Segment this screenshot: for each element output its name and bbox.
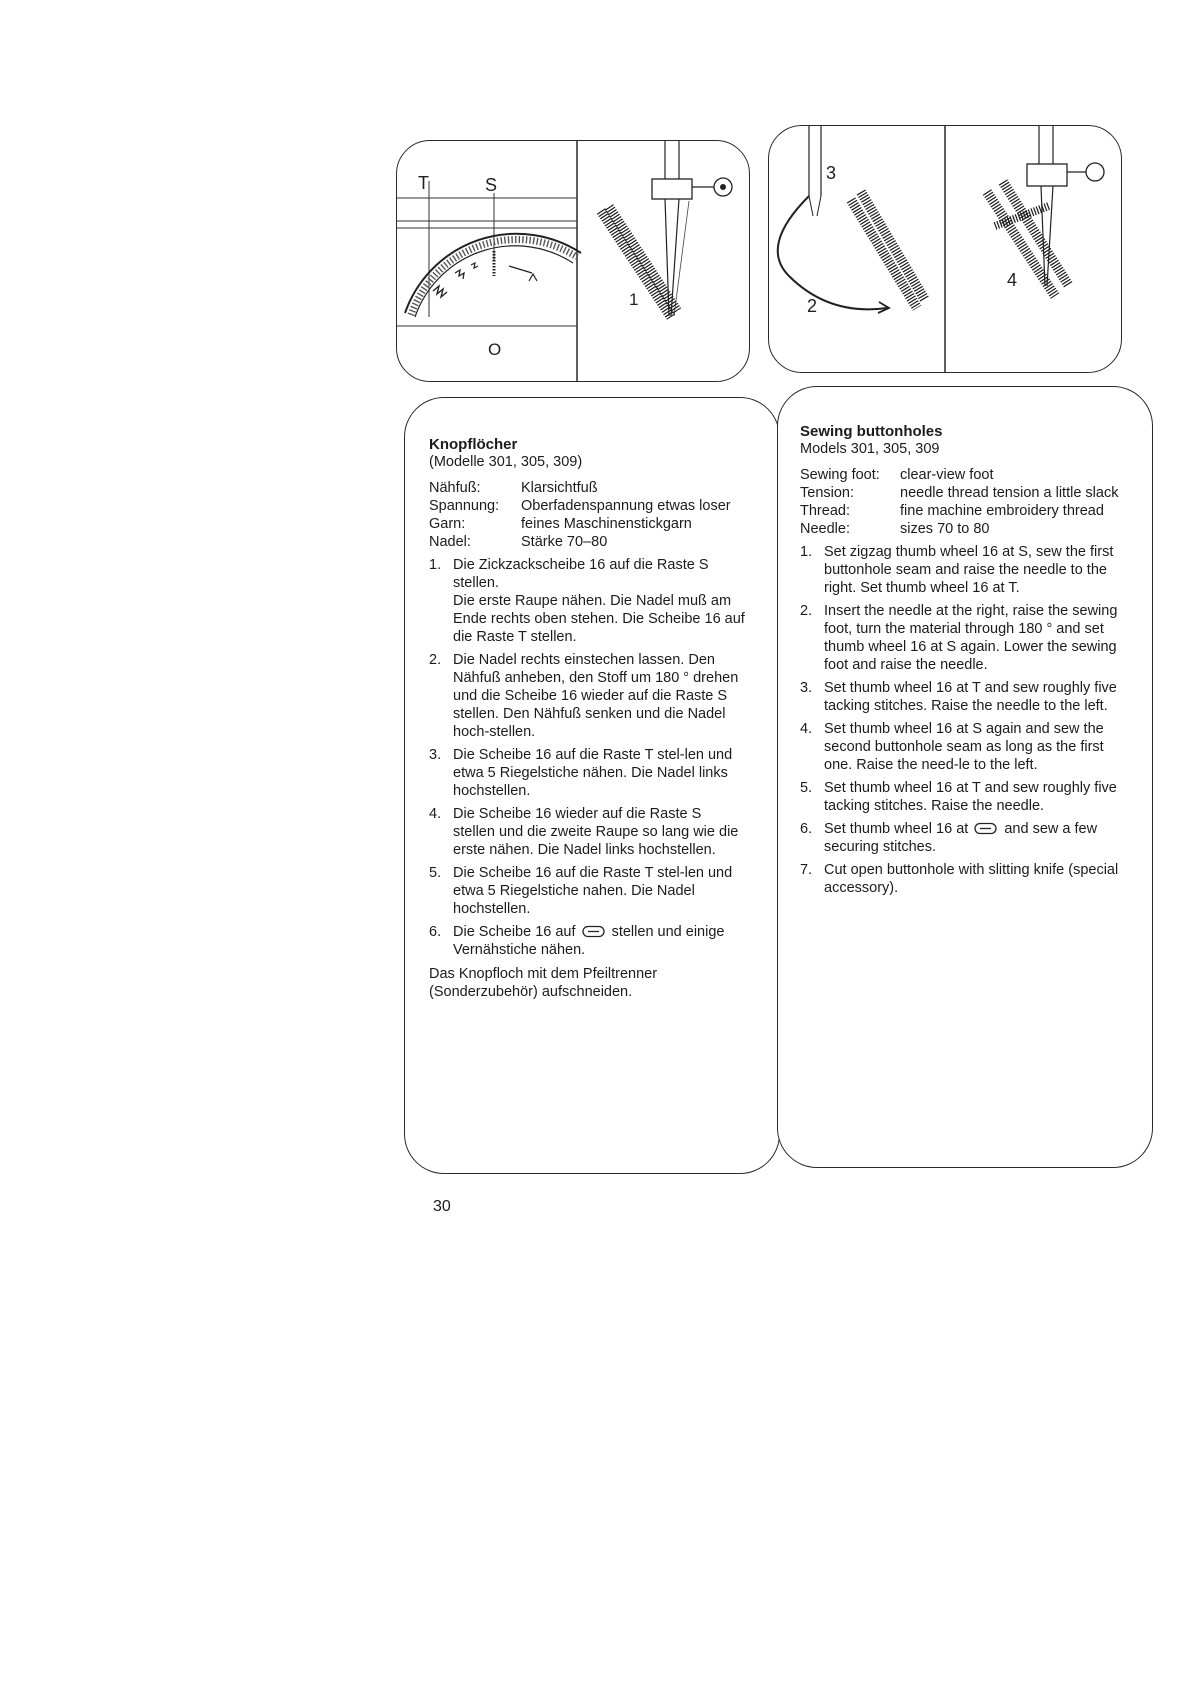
step-number: 3. [800, 680, 813, 696]
english-step [800, 543, 1122, 597]
english-spec-key: Tension: [800, 485, 855, 501]
dial-mark-o: O [488, 340, 502, 359]
step-text: Die Scheibe 16 auf die Raste T stel-len und etwa 5 Riegelstiche nahen. Die Nadel hochstellen. [453, 865, 733, 917]
figure-dial-and-first-seam [396, 140, 750, 382]
english-instructions-panel [777, 386, 1153, 1168]
step-number: 5. [800, 780, 813, 796]
english-spec-value: sizes 70 to 80 [900, 521, 990, 537]
step-number: 6. [429, 924, 442, 940]
english-step [800, 779, 1122, 815]
step-number: 5. [429, 865, 442, 881]
english-spec-value: fine machine embroidery thread [900, 503, 1104, 519]
english-spec-row [800, 466, 1122, 484]
german-spec-value: feines Maschinenstickgarn [521, 516, 692, 532]
english-step [800, 602, 1122, 674]
english-spec-row [800, 502, 1122, 520]
step-text: Set thumb wheel 16 at T and sew roughly five tacking stitches. Raise the needle to the left. [824, 680, 1117, 714]
turn-illustration [769, 126, 1121, 372]
english-step [800, 861, 1122, 897]
german-specs [429, 479, 745, 551]
step-text: Die Scheibe 16 auf [453, 924, 576, 940]
english-spec-value: needle thread tension a little slack [900, 485, 1119, 501]
step-number: 7. [800, 862, 813, 878]
english-step [800, 679, 1122, 715]
step-number: 4. [800, 721, 813, 737]
german-spec-key: Garn: [429, 516, 466, 532]
page-number: 30 [433, 1198, 451, 1215]
german-step [429, 746, 745, 800]
step-text: Die Scheibe 16 wieder auf die Raste S stellen und die zweite Raupe so lang wie die erste nähen. Die Nadel links hochstellen. [453, 806, 739, 858]
step-text: Set thumb wheel 16 at S again and sew the second buttonhole seam as long as the first one. Raise the need-le to the left. [824, 721, 1104, 773]
german-spec-value: Klarsichtfuß [521, 480, 598, 496]
step-number-4: 4 [1007, 270, 1018, 290]
step-text: Set thumb wheel 16 at [824, 821, 969, 837]
figure-turn-and-second-seam [768, 125, 1122, 373]
english-spec-key: Needle: [800, 521, 850, 537]
english-spec-key: Thread: [800, 503, 850, 519]
german-closing-note: Das Knopfloch mit dem Pfeiltrenner (Sonderzubehör) aufschneiden. [429, 966, 658, 1000]
step-number: 2. [429, 652, 442, 668]
dial-mark-t: T [418, 173, 429, 193]
step-number: 2. [800, 603, 813, 619]
step-text: Cut open buttonhole with slitting knife (special accessory). [824, 862, 1119, 896]
german-spec-row [429, 533, 745, 551]
dial-mark-s: S [485, 175, 498, 195]
step-number: 6. [800, 821, 813, 837]
step-number: 4. [429, 806, 442, 822]
german-step [429, 864, 745, 918]
buttonhole-stitch-icon [974, 822, 998, 835]
german-spec-key: Nähfuß: [429, 480, 481, 496]
english-spec-row [800, 484, 1122, 502]
german-spec-value: Oberfadenspannung etwas loser [521, 498, 731, 514]
german-steps [429, 556, 745, 959]
german-models: (Modelle 301, 305, 309) [429, 454, 583, 470]
english-spec-key: Sewing foot: [800, 467, 880, 483]
step-text-after: and sew a few securing stitches. [824, 821, 1098, 855]
english-models: Models 301, 305, 309 [800, 441, 940, 457]
english-title: Sewing buttonholes [800, 423, 943, 440]
english-step [800, 720, 1122, 774]
step-number-3: 3 [826, 163, 837, 183]
german-title: Knopflöcher [429, 436, 518, 453]
german-step [429, 556, 745, 646]
step-text: Die Nadel rechts einstechen lassen. Den Nähfuß anheben, den Stoff um 180 ° drehen und die Scheibe 16 wieder auf die Raste S stellen. Den Nähfuß senken und die Nadel hoch-stellen. [453, 652, 739, 740]
step-text-extra: Die erste Raupe nähen. Die Nadel muß am Ende rechts oben stehen. Die Scheibe 16 auf die Raste T stellen. [453, 593, 745, 645]
step-number-1: 1 [629, 290, 639, 309]
german-instructions-panel [404, 397, 780, 1174]
step-number: 1. [800, 544, 813, 560]
english-specs [800, 466, 1122, 538]
german-spec-value: Stärke 70–80 [521, 534, 608, 550]
step-text: Die Scheibe 16 auf die Raste T stel-len und etwa 5 Riegelstiche nähen. Die Nadel links hochstellen. [453, 747, 733, 799]
german-spec-key: Spannung: [429, 498, 500, 514]
english-spec-row [800, 520, 1122, 538]
step-number-2: 2 [807, 296, 818, 316]
buttonhole-stitch-icon [582, 925, 606, 938]
english-step [800, 820, 1122, 856]
english-spec-value: clear-view foot [900, 467, 994, 483]
step-text: Set thumb wheel 16 at T and sew roughly five tacking stitches. Raise the needle. [824, 780, 1117, 814]
step-text: Insert the needle at the right, raise the sewing foot, turn the material through 180 ° and set thumb wheel 16 at S again. Lower the sewing foot and raise the needle. [824, 603, 1118, 673]
german-spec-key: Nadel: [429, 534, 471, 550]
german-step [429, 651, 745, 741]
step-text-after: stellen und einige Vernähstiche nähen. [453, 924, 725, 958]
step-number: 3. [429, 747, 442, 763]
dial-illustration [397, 141, 749, 381]
german-spec-row [429, 479, 745, 497]
step-text: Set zigzag thumb wheel 16 at S, sew the first buttonhole seam and raise the needle to the right. Set thumb wheel 16 at T. [824, 544, 1114, 596]
german-spec-row [429, 515, 745, 533]
german-spec-row [429, 497, 745, 515]
english-steps [800, 543, 1122, 897]
step-text: Die Zickzackscheibe 16 auf die Raste S stellen. [453, 557, 709, 591]
german-step [429, 923, 745, 959]
step-number: 1. [429, 557, 442, 573]
german-step [429, 805, 745, 859]
